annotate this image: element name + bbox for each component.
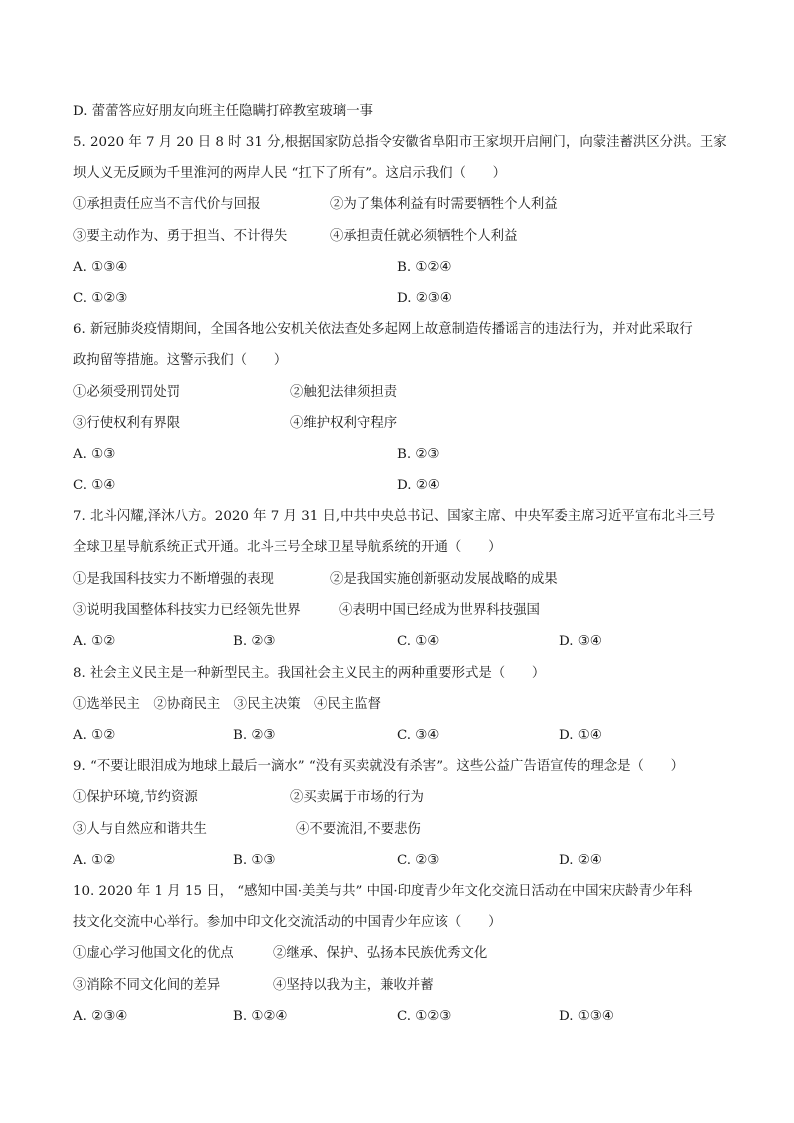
option: A. ②③④ [73,1009,128,1024]
option: A. ①② [73,728,116,743]
option: D. ①③④ [559,1009,614,1024]
option: A. ①③ [73,447,116,462]
question-10-line-2: 技文化交流中心举行。参加中印文化交流活动的中国青少年应该（ ） [73,915,502,930]
option: D. ②③④ [397,291,452,306]
option: B. ①②④ [233,1009,288,1024]
statement: ①承担责任应当不言代价与回报 [73,197,261,212]
question-10-line-1: 10. 2020 年 1 月 15 日， “感知中国·美美与共” 中国·印度青少年文化交流日活动在中国宋庆龄青少年科 [73,884,693,899]
question-6-options-2 [73,476,734,496]
option: D. ②④ [397,478,440,493]
option: D. ②④ [559,853,602,868]
statement: ②买卖属于市场的行为 [290,790,424,805]
option: B. ①③ [233,853,276,868]
statement: ②触犯法律须担责 [290,385,398,400]
question-10-statements-1 [73,944,734,964]
statement: ①必须受刑罚处罚 [73,385,181,400]
statement: ④不要流泪,不要悲伤 [296,822,421,837]
question-5-options-2 [73,289,734,309]
statement: ③行使权利有界限 [73,416,181,431]
question-6-line-1: 6. 新冠肺炎疫情期间，全国各地公安机关依法查处多起网上故意制造传播谣言的违法行为，并对此采取行 [73,322,693,337]
statement: ④表明中国已经成为世界科技强国 [339,603,540,618]
question-5-line-2: 坝人义无反顾为千里淮河的两岸人民 “扛下了所有”。这启示我们（ ） [73,166,507,181]
statement: ④坚持以我为主，兼收并蓄 [273,978,434,993]
question-6-options-1 [73,445,734,465]
option-d-q4: D. 蕾蕾答应好朋友向班主任隐瞒打碎教室玻璃一事 [73,104,373,119]
question-7-statements-1 [73,570,734,590]
question-7-line-2: 全球卫星导航系统正式开通。北斗三号全球卫星导航系统的开通（ ） [73,540,502,555]
statement: ④承担责任就必须牺牲个人利益 [330,229,518,244]
option: A. ①③④ [73,260,128,275]
question-5-statements-2 [73,227,734,247]
question-6-statements-1 [73,383,734,403]
question-9-statements-2 [73,820,734,840]
option: C. ①④ [397,634,440,649]
option: C. ②③ [397,853,440,868]
question-8-statements: ①选举民主 ②协商民主 ③民主决策 ④民主监督 [73,697,381,712]
statement: ②为了集体利益有时需要牺牲个人利益 [330,197,558,212]
question-6-line-2: 政拘留等措施。这警示我们（ ） [73,353,288,368]
option: C. ③④ [397,728,440,743]
question-6-statements-2 [73,414,734,434]
question-7-line-1: 7. 北斗闪耀,泽沐八方。2020 年 7 月 31 日,中共中央总书记、国家主席、中央军委主席习近平宣布北斗三号 [73,509,716,524]
question-8-line-1: 8. 社会主义民主是一种新型民主。我国社会主义民主的两种重要形式是（ ） [73,666,546,681]
statement: ①是我国科技实力不断增强的表现 [73,572,274,587]
statement: ③消除不同文化间的差异 [73,978,221,993]
option: B. ①②④ [397,260,452,275]
statement: ②继承、保护、弘扬本民族优秀文化 [273,946,488,961]
question-7-statements-2 [73,601,734,621]
question-5-statements-1 [73,195,734,215]
option: A. ①② [73,853,116,868]
statement: ④维护权利守程序 [290,416,398,431]
option: D. ①④ [559,728,602,743]
option: B. ②③ [233,728,276,743]
option: D. ③④ [559,634,602,649]
question-9-line-1: 9. “不要让眼泪成为地球上最后一滴水” “没有买卖就没有杀害”。这些公益广告语宣传的理念是（ ） [73,759,685,774]
option: B. ②③ [233,634,276,649]
option: C. ①④ [73,478,116,493]
option: C. ①②③ [397,1009,452,1024]
statement: ③要主动作为、勇于担当、不计得失 [73,229,288,244]
statement: ②是我国实施创新驱动发展战略的成果 [330,572,558,587]
statement: ①虚心学习他国文化的优点 [73,946,234,961]
question-10-statements-2 [73,976,734,996]
question-5-options-1 [73,258,734,278]
statement: ③说明我国整体科技实力已经领先世界 [73,603,301,618]
statement: ①保护环境,节约资源 [73,790,198,805]
question-9-statements-1 [73,788,734,808]
option: C. ①②③ [73,291,128,306]
statement: ③人与自然应和谐共生 [73,822,207,837]
option: A. ①② [73,634,116,649]
question-5-line-1: 5. 2020 年 7 月 20 日 8 时 31 分,根据国家防总指令安徽省阜阳市王家坝开启闸门，向蒙洼蓄洪区分洪。王家 [73,135,727,150]
option: B. ②③ [397,447,440,462]
